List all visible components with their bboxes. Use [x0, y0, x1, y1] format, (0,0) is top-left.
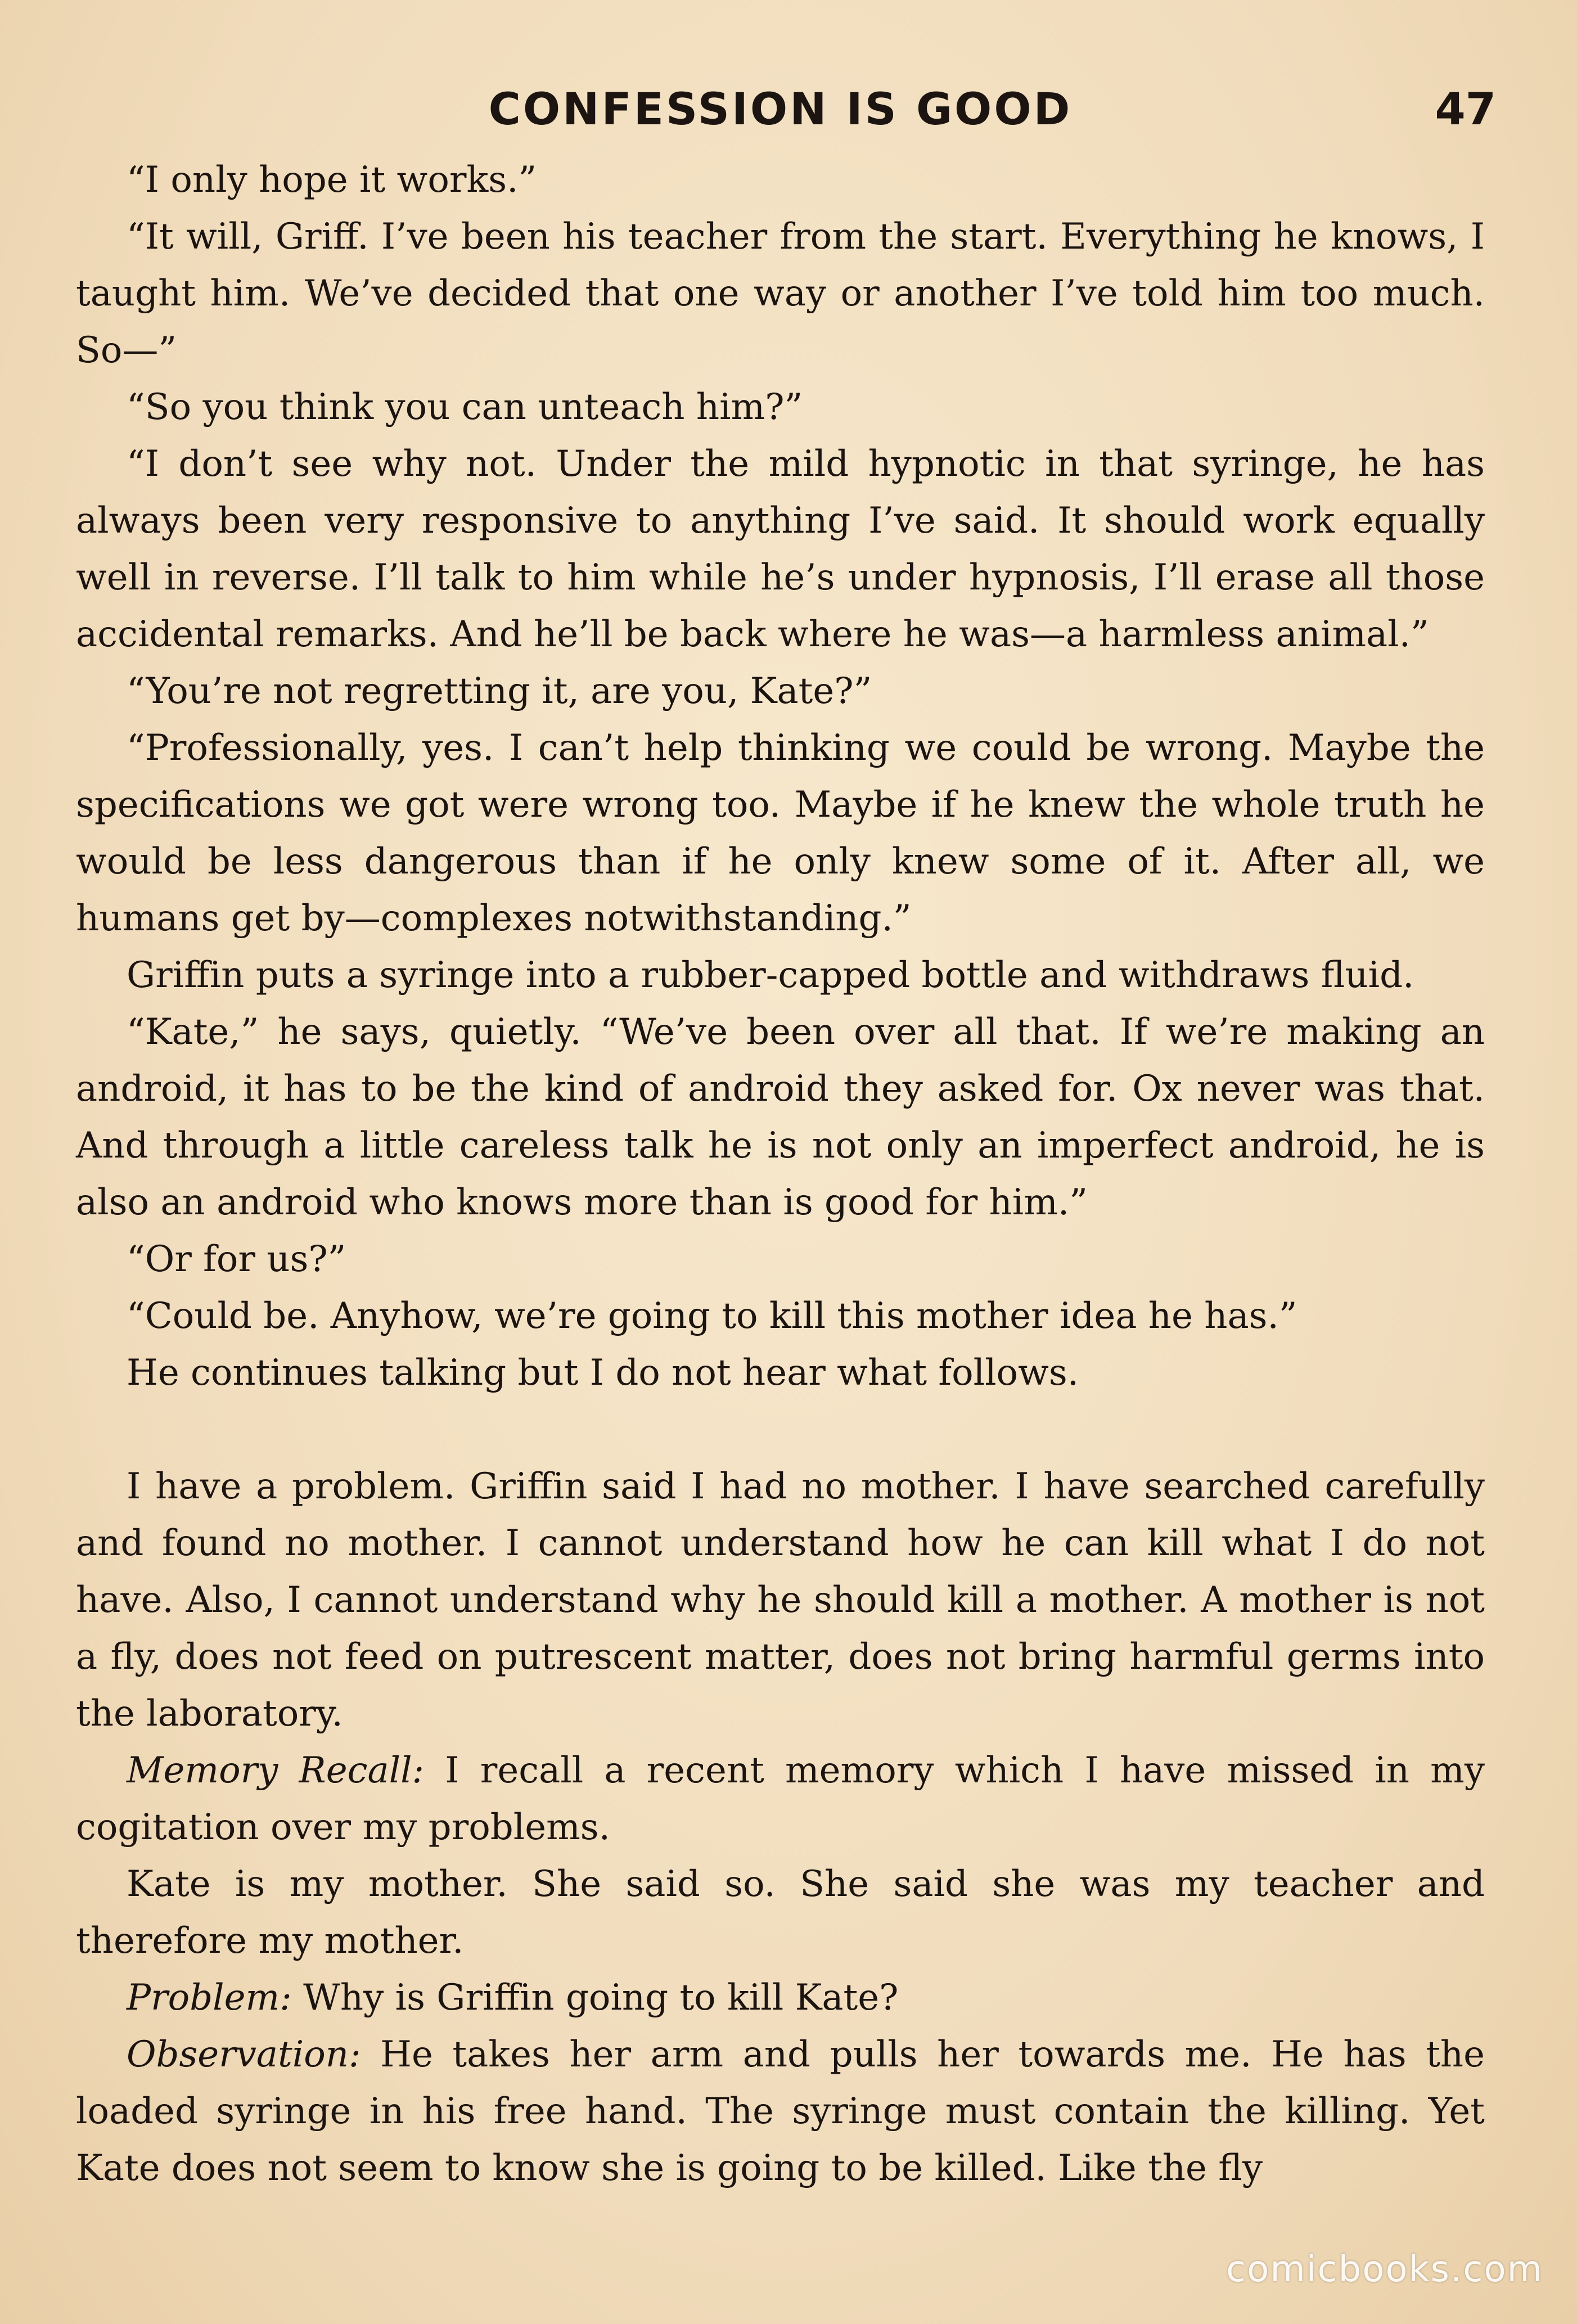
paragraph: “You’re not regretting it, are you, Kate?”	[127, 670, 872, 712]
paragraph: He continues talking but I do not hear what follows.	[127, 1352, 1079, 1394]
paragraph: “Kate,” he says, quietly. “We’ve been over all that. If we’re making an android, it has to be the kind of android they asked for. Ox never was that. And through a little careless talk he is not only an imperfect android, he is also an android who knows more than is good for him.”	[76, 1011, 1485, 1223]
paragraph-text: Why is Griffin going to kill Kate?	[291, 1977, 899, 2019]
paragraph: “I only hope it works.”	[127, 159, 537, 201]
page-header	[76, 79, 1496, 152]
labeled-paragraph-memory-recall	[76, 1742, 1485, 1856]
paragraph-text: I recall a recent memory which I have missed in my cogitation over my problems.	[76, 1750, 1485, 1848]
paragraph: “Could be. Anyhow, we’re going to kill this mother idea he has.”	[127, 1295, 1297, 1337]
paragraph-label: Observation:	[127, 2034, 361, 2075]
paragraph: Kate is my mother. She said so. She said she was my teacher and therefore my mother.	[76, 1863, 1485, 1962]
paragraph-label: Problem:	[127, 1977, 292, 2019]
page-number: 47	[1435, 84, 1496, 135]
labeled-paragraph-problem	[76, 1970, 1485, 2026]
paragraph: “So you think you can unteach him?”	[127, 386, 803, 428]
paragraph: “Professionally, yes. I can’t help thinking we could be wrong. Maybe the specifications we got were wrong too. Maybe if he knew the whole truth he would be less dangerous than if he only knew some of it. After all, we humans get by—complexes notwithstanding.”	[76, 727, 1485, 939]
paragraph: “Or for us?”	[127, 1238, 346, 1280]
paragraph-label: Memory Recall:	[127, 1750, 425, 1791]
paragraph: I have a problem. Griffin said I had no mother. I have searched carefully and found no mother. I cannot understand how he can kill what I do not have. Also, I cannot understand why he should kill a mother. A mother is not a fly, does not feed on putrescent matter, does not bring harmful germs into the laboratory.	[76, 1466, 1485, 1735]
running-head: CONFESSION IS GOOD	[488, 84, 1073, 135]
paragraph: “I don’t see why not. Under the mild hypnotic in that syringe, he has always been very responsive to anything I’ve said. It should work equally well in reverse. I’ll talk to him while he’s under hypnosis, I’ll erase all those accidental remarks. And he’ll be back where he was—a harmless animal.”	[76, 443, 1485, 655]
paragraph-text: He takes her arm and pulls her towards me. He has the loaded syringe in his free hand. The syringe must contain the killing. Yet Kate does not seem to know she is going to be killed. Like the fly	[76, 2034, 1485, 2189]
body-text	[76, 152, 1485, 2197]
paragraph: Griffin puts a syringe into a rubber-capped bottle and withdraws fluid.	[127, 954, 1414, 996]
paragraph: “It will, Griff. I’ve been his teacher from the start. Everything he knows, I taught him. We’ve decided that one way or another I’ve told him too much. So—”	[76, 216, 1485, 371]
book-page	[76, 79, 1496, 2197]
labeled-paragraph-observation	[76, 2026, 1485, 2197]
site-watermark: comicbooks.com	[1225, 2249, 1543, 2290]
